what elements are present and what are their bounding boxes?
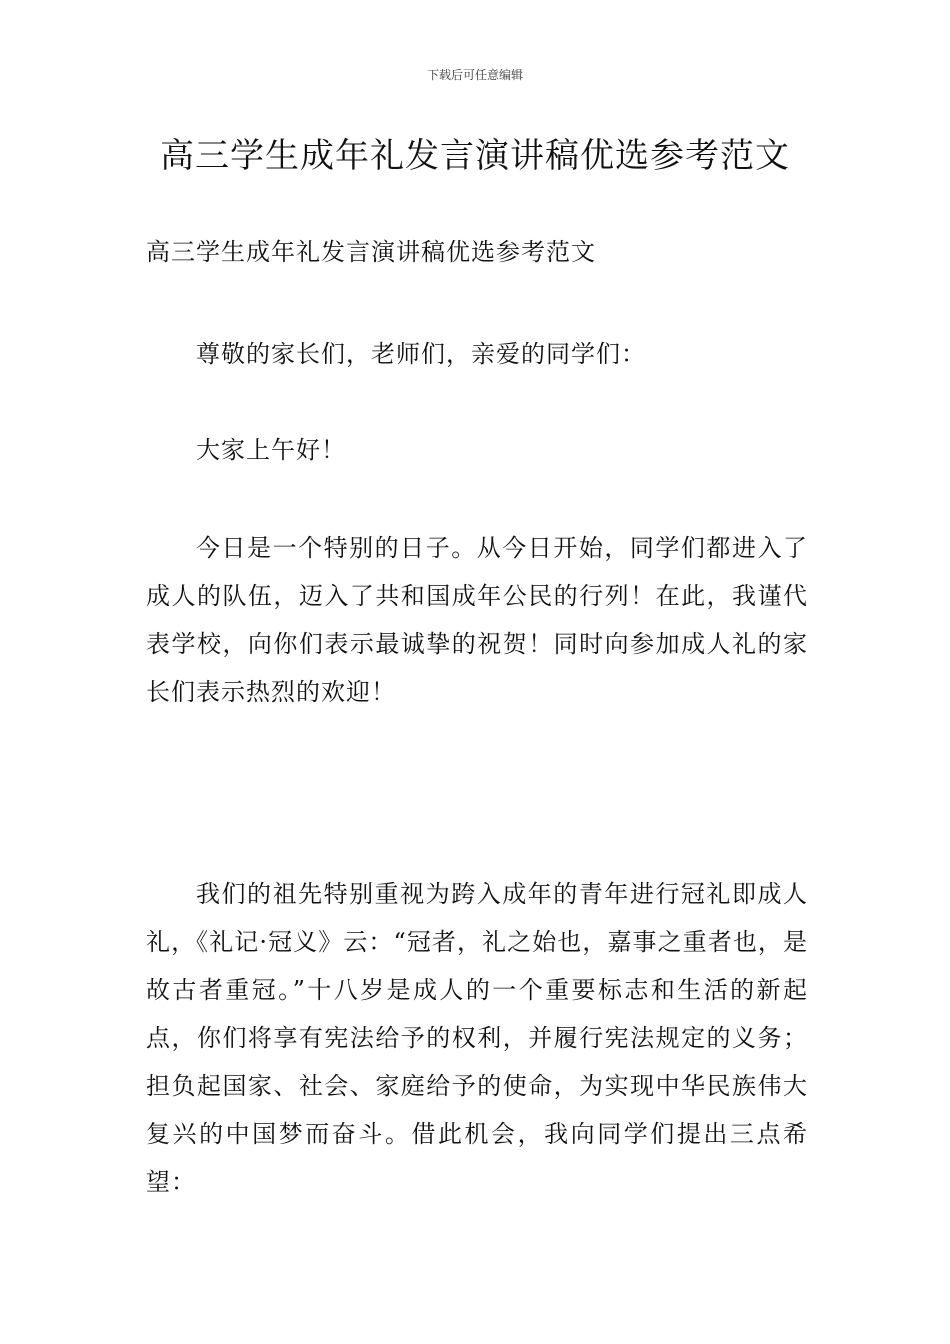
hello-paragraph: 大家上午好！: [196, 436, 346, 464]
document-title: 高三学生成年礼发言演讲稿优选参考范文: [160, 136, 790, 176]
body-paragraph-2: 我们的祖先特别重视为跨入成年的青年进行冠礼即成人礼，《礼记·冠义》云：“冠者，礼之始也，嘉事之重者也，是故古者重冠。”十八岁是成人的一个重要标志和生活的新起点，你们将享有宪法给予的权利，并履行宪法规定的义务；担负起国家、社会、家庭给予的使命，为实现中华民族伟大复兴的中国梦而奋斗。借此机会，我向同学们提出三点希望：: [146, 880, 808, 1196]
greeting-paragraph: 尊敬的家长们，老师们，亲爱的同学们：: [196, 340, 646, 368]
body-paragraph-1: 今日是一个特别的日子。从今日开始，同学们都进入了成人的队伍，迈入了共和国成年公民的行列！在此，我谨代表学校，向你们表示最诚挚的祝贺！同时向参加成人礼的家长们表示热烈的欢迎！: [146, 534, 808, 706]
header-note: 下载后可任意编辑: [426, 68, 523, 82]
document-subtitle: 高三学生成年礼发言演讲稿优选参考范文: [146, 238, 596, 266]
